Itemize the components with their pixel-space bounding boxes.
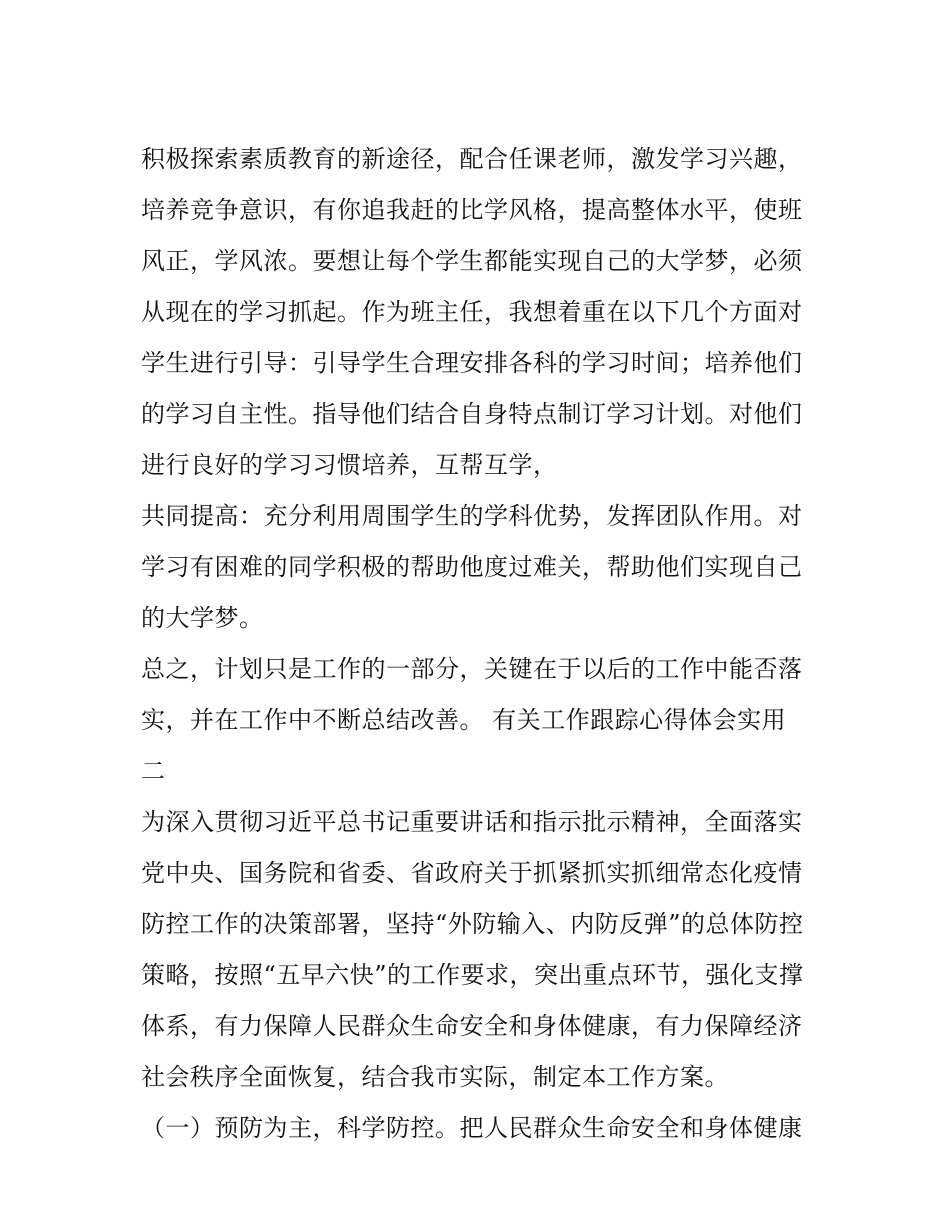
text-line: 策略，按照“五早六快”的工作要求，突出重点环节，强化支撑	[141, 961, 804, 989]
text-line: 实，并在工作中不断总结改善。 有关工作跟踪心得体会实用	[141, 706, 787, 734]
text-line: 从现在的学习抓起。作为班主任，我想着重在以下几个方面对	[141, 298, 803, 326]
text-line: 风正，学风浓。要想让每个学生都能实现自己的大学梦，必须	[141, 247, 803, 275]
text-line: 社会秩序全面恢复，结合我市实际，制定本工作方案。	[141, 1063, 729, 1091]
text-line: （一）预防为主，科学防控。把人民群众生命安全和身体健康	[141, 1114, 803, 1142]
text-line: 的大学梦。	[141, 604, 264, 632]
text-line: 培养竞争意识，有你追我赶的比学风格，提高整体水平，使班	[141, 196, 803, 224]
text-line: 防控工作的决策部署，坚持“外防输入、内防反弹”的总体防控	[141, 910, 804, 938]
text-line: 体系，有力保障人民群众生命安全和身体健康，有力保障经济	[141, 1012, 803, 1040]
text-line: 学生进行引导：引导学生合理安排各科的学习时间；培养他们	[141, 349, 803, 377]
text-line: 二	[141, 757, 166, 785]
document-body	[141, 134, 821, 1154]
text-line: 共同提高：充分利用周围学生的学科优势，发挥团队作用。对	[141, 502, 803, 530]
text-line: 积极探索素质教育的新途径，配合任课老师，激发学习兴趣，	[141, 145, 803, 173]
text-line: 的学习自主性。指导他们结合自身特点制订学习计划。对他们	[141, 400, 803, 428]
text-line: 学习有困难的同学积极的帮助他度过难关，帮助他们实现自己	[141, 553, 803, 581]
text-line: 进行良好的学习习惯培养，互帮互学，	[141, 451, 558, 479]
text-line: 总之，计划只是工作的一部分，关键在于以后的工作中能否落	[141, 655, 803, 683]
text-line: 为深入贯彻习近平总书记重要讲话和指示批示精神，全面落实	[141, 808, 803, 836]
text-line: 党中央、国务院和省委、省政府关于抓紧抓实抓细常态化疫情	[141, 859, 803, 887]
